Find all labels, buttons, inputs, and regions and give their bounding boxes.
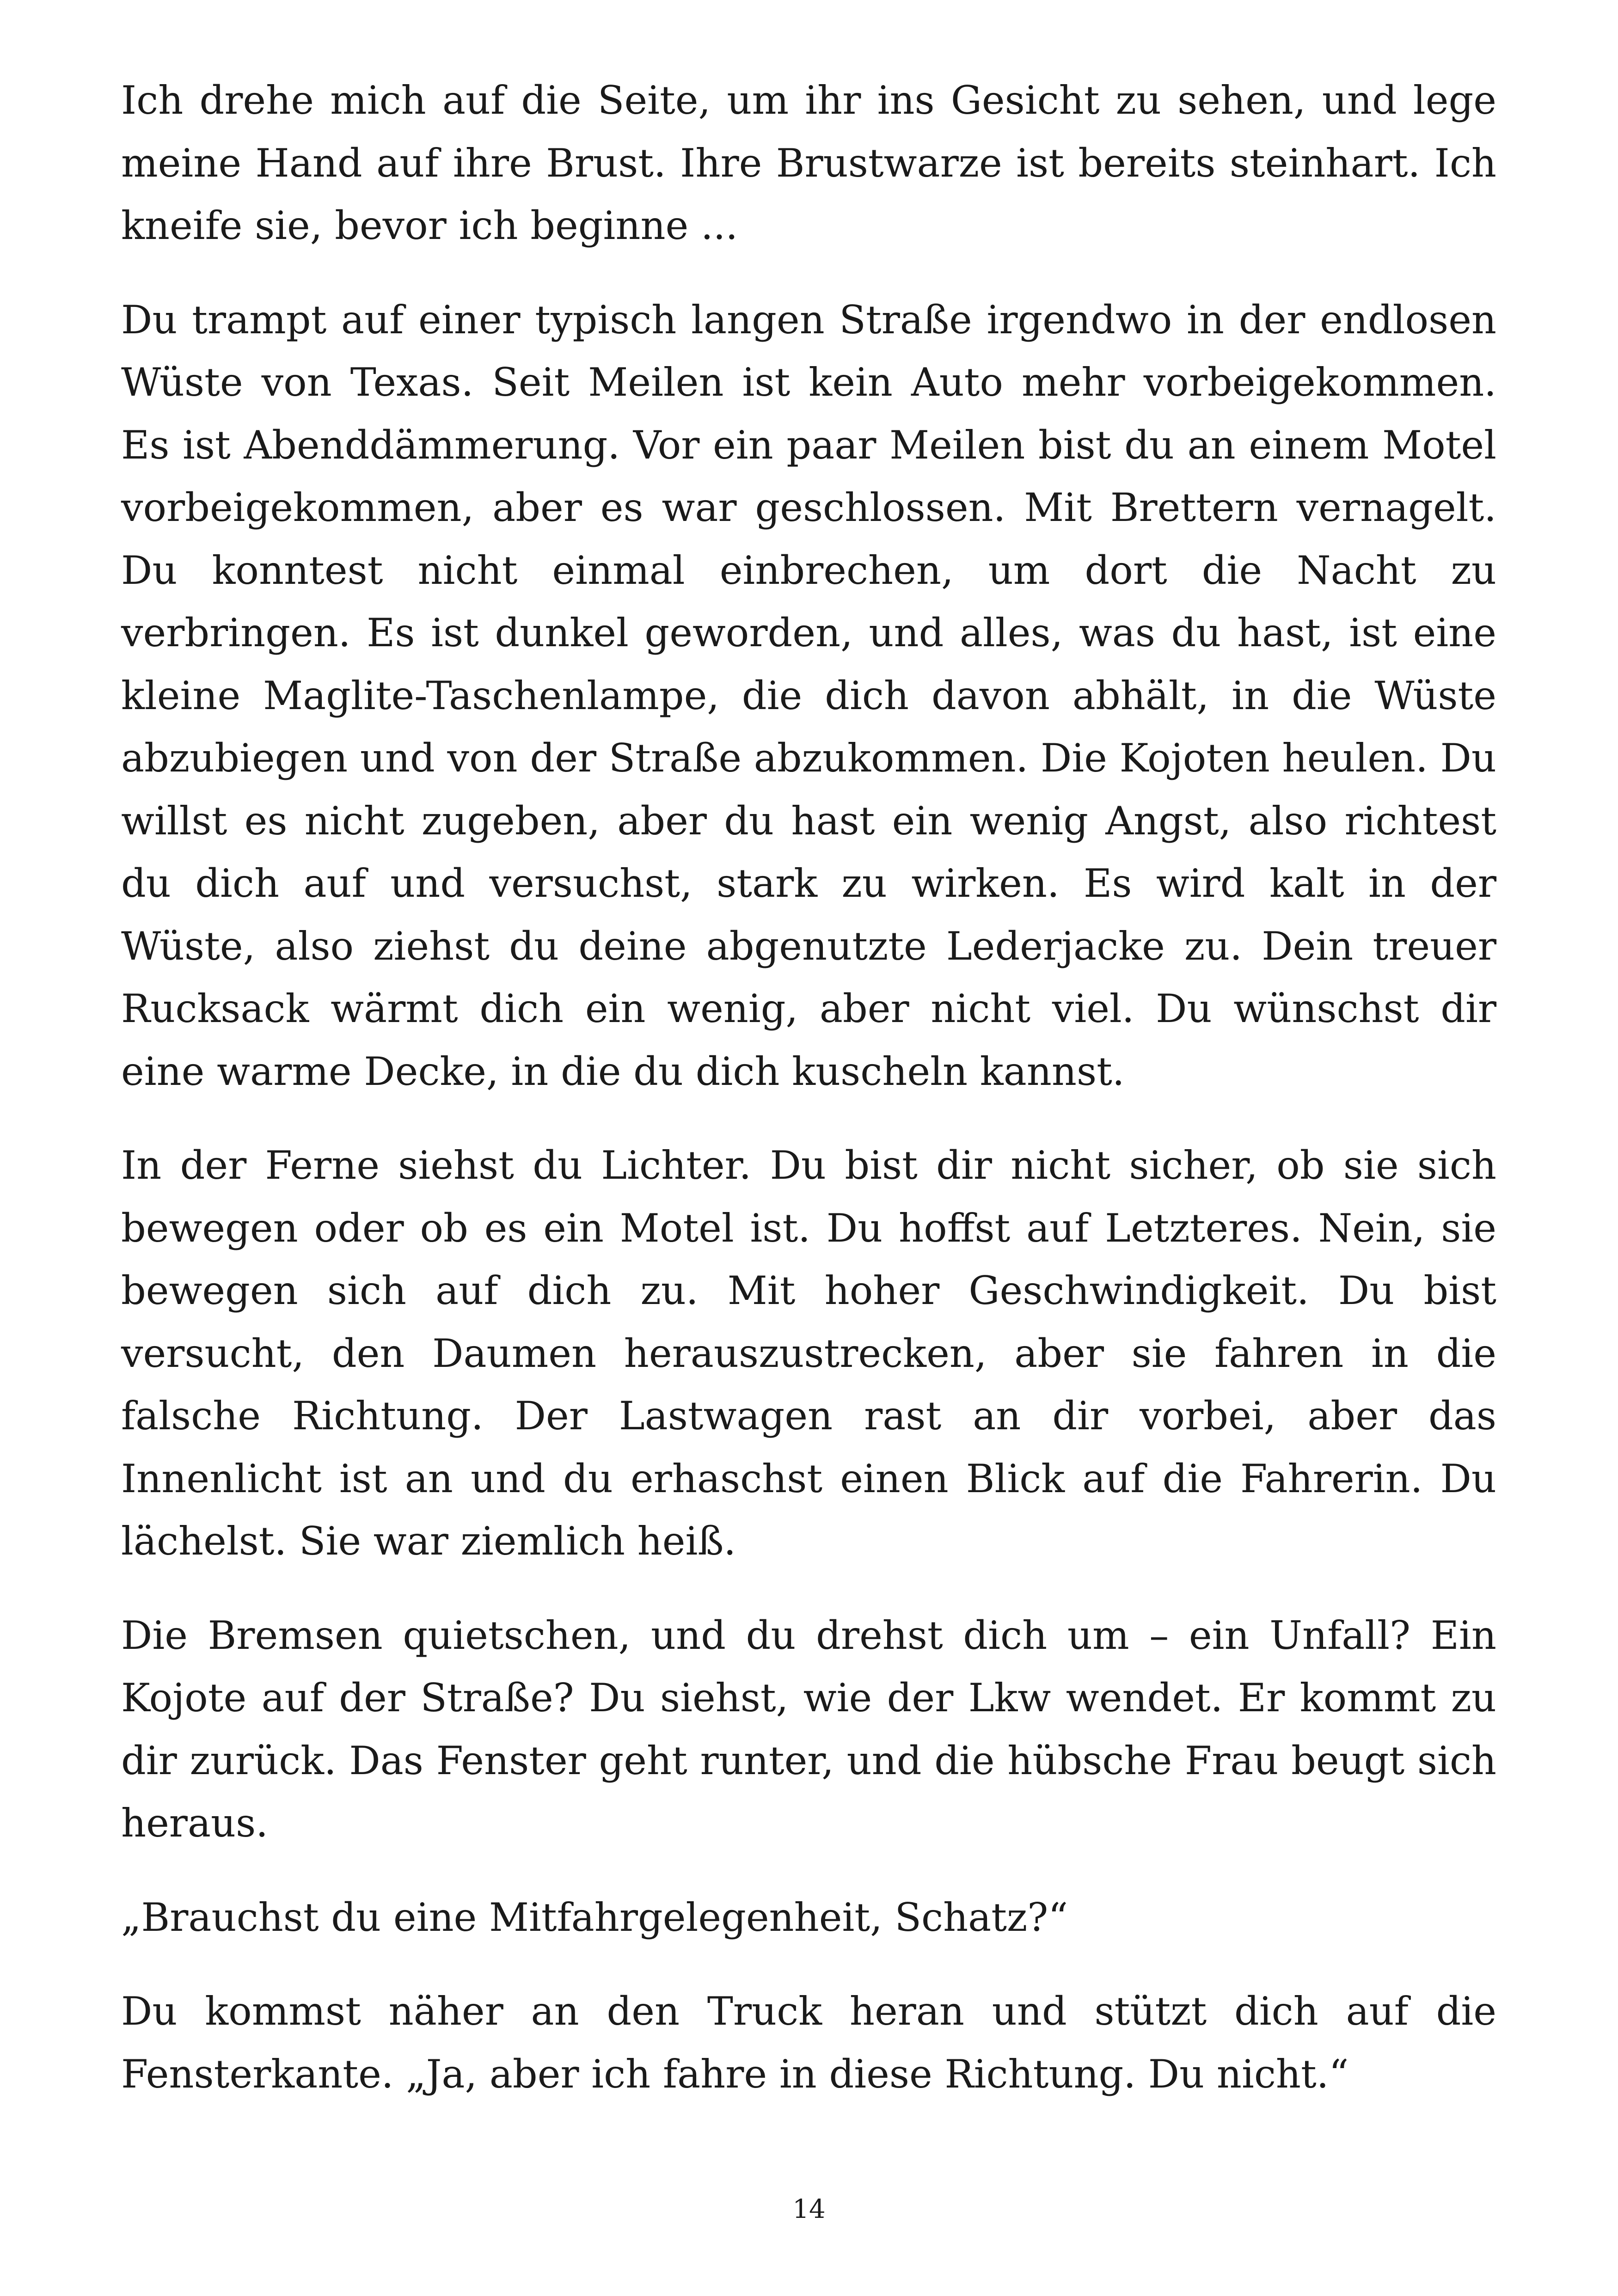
paragraph: Du trampt auf einer typisch langen Straße irgendwo in der endlosen Wüste von Texas. Seit Meilen ist kein Auto mehr vorbeigekommen. Es ist Abenddämmerung. Vor ein paar Meilen bist du an einem Motel vorbeigekommen, aber es war geschlossen. Mit Brettern vernagelt. Du konntest nicht einmal einbrechen, um dort die Nacht zu verbringen. Es ist dunkel geworden, und alles, was du hast, ist eine kleine Maglite-Taschenlampe, die dich davon abhält, in die Wüste abzubiegen und von der Straße abzukommen. Die Kojoten heulen. Du willst es nicht zugeben, aber du hast ein wenig Angst, also richtest du dich auf und versuchst, stark zu wirken. Es wird kalt in der Wüste, also ziehst du deine abgenutzte Lederjacke zu. Dein treuer Rucksack wärmt dich ein wenig, aber nicht viel. Du wünschst dir eine warme Decke, in die du dich kuscheln kannst. (121, 297, 1496, 1094)
paragraph: Ich drehe mich auf die Seite, um ihr ins Gesicht zu sehen, und lege meine Hand auf ihre Brust. Ihre Brustwarze ist bereits steinhart. Ich kneife sie, bevor ich beginne ... (121, 78, 1496, 248)
page-number: 14 (792, 2194, 826, 2224)
body-text (121, 69, 1496, 2137)
paragraph: „Brauchst du eine Mitfahrgelegenheit, Schatz?“ (121, 1894, 1068, 1940)
paragraph: Die Bremsen quietschen, und du drehst dich um – ein Unfall? Ein Kojote auf der Straße? Du siehst, wie der Lkw wendet. Er kommt zu dir zurück. Das Fenster geht runter, und die hübsche Frau beugt sich heraus. (121, 1612, 1496, 1846)
paragraph: In der Ferne siehst du Lichter. Du bist dir nicht sicher, ob sie sich bewegen oder ob es ein Motel ist. Du hoffst auf Letzteres. Nein, sie bewegen sich auf dich zu. Mit hoher Geschwindigkeit. Du bist versucht, den Daumen herauszustrecken, aber sie fahren in die falsche Richtung. Der Lastwagen rast an dir vorbei, aber das Innenlicht ist an und du erhaschst einen Blick auf die Fahrerin. Du lächelst. Sie war ziemlich heiß. (121, 1143, 1496, 1564)
paragraph: Du kommst näher an den Truck heran und stützt dich auf die Fensterkante. „Ja, aber ich fahre in diese Richtung. Du nicht.“ (121, 1989, 1496, 2097)
